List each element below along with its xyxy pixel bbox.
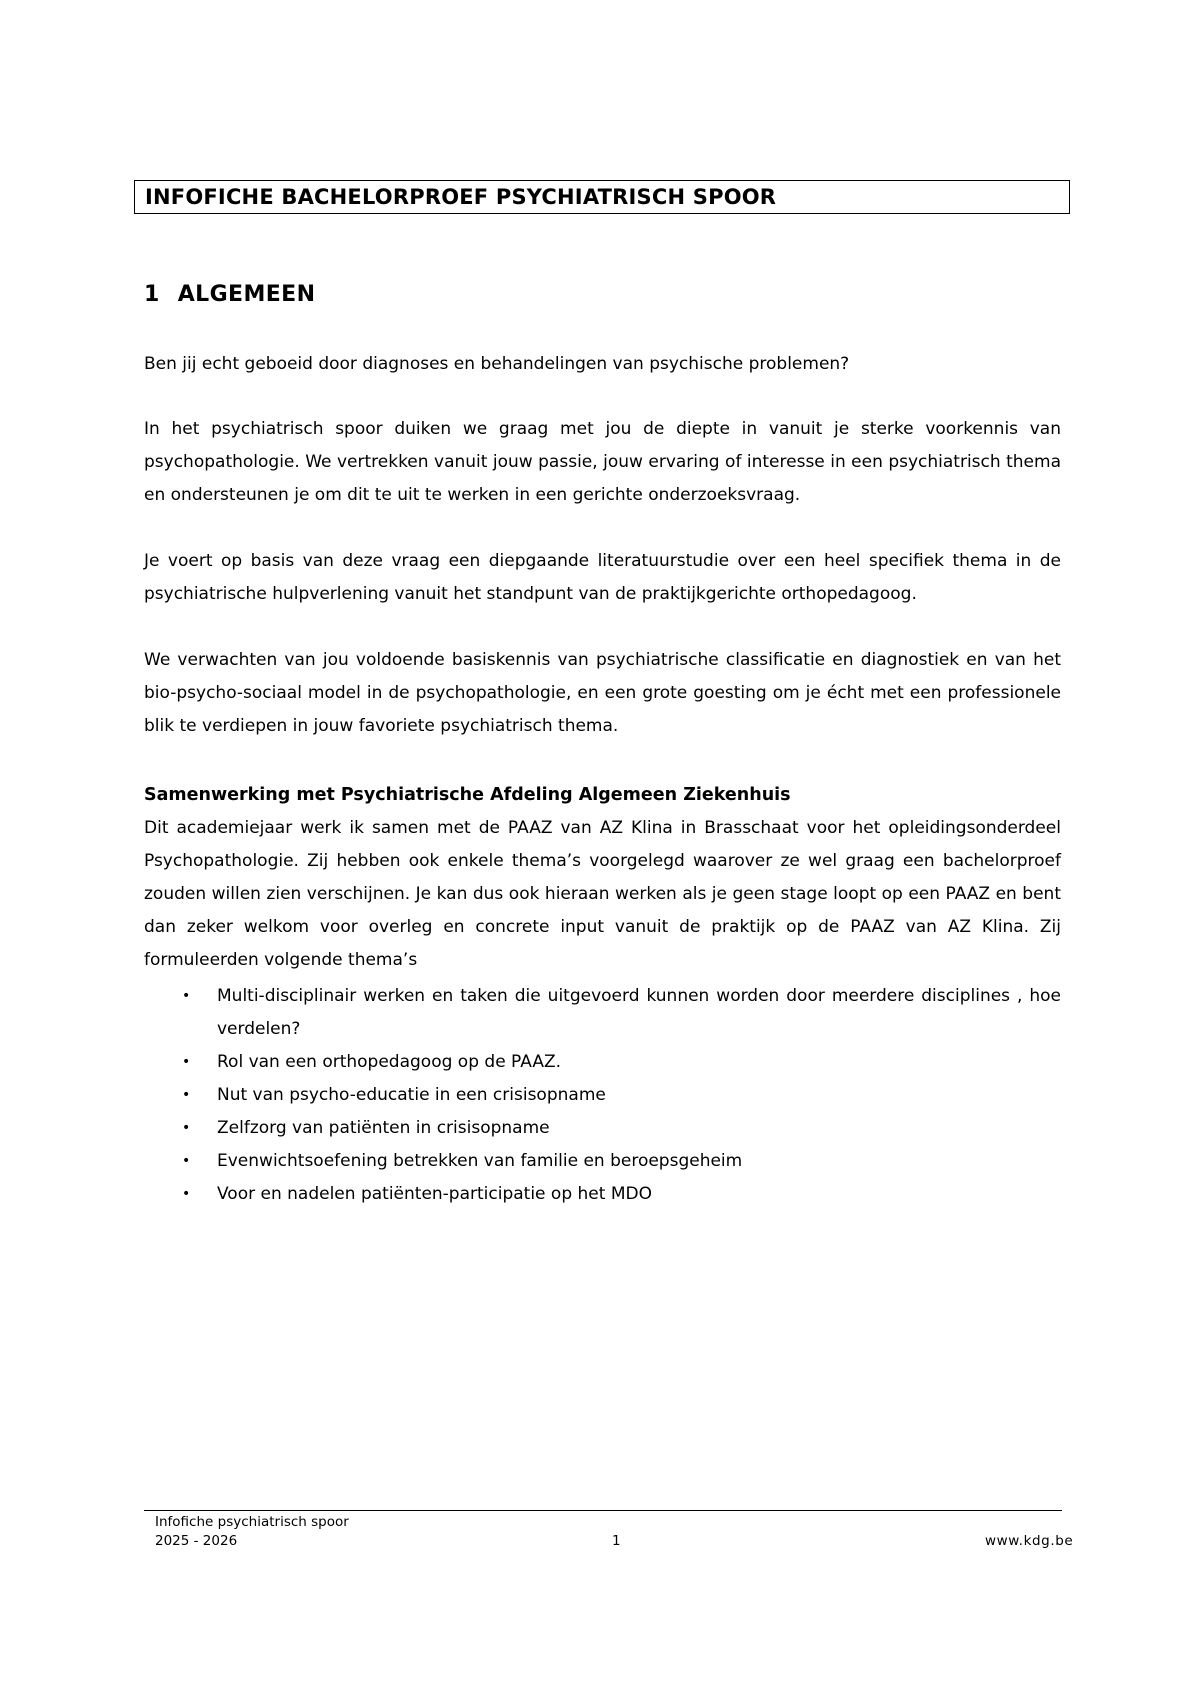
theme-bullet-list <box>144 980 1061 1211</box>
bullet-icon: • <box>182 1120 191 1136</box>
document-title: INFOFICHE BACHELORPROEF PSYCHIATRISCH SPOOR <box>145 185 777 209</box>
footer-page-number: 1 <box>612 1533 621 1549</box>
bullet-icon: • <box>182 1153 191 1169</box>
section-title: ALGEMEEN <box>177 282 316 307</box>
paragraph-verwachtingen: We verwachten van jou voldoende basiskennis van psychiatrische classificatie en diagnostiek en van het bio-psycho-sociaal model in de psychopathologie, en een grote goesting om je écht met een professionele blik te verdiepen in jouw favoriete psychiatrisch thema. <box>144 650 1061 736</box>
footer-doc-name: Infofiche psychiatrisch spoor <box>155 1514 349 1530</box>
list-item <box>144 1145 1061 1178</box>
list-item <box>144 1079 1061 1112</box>
list-item <box>144 1112 1061 1145</box>
section-heading <box>144 282 315 307</box>
list-item-text: Zelfzorg van patiënten in crisisopname <box>217 1118 550 1138</box>
footer-divider <box>144 1510 1062 1511</box>
paragraph-spoor: In het psychiatrisch spoor duiken we graag met jou de diepte in vanuit je sterke voorkennis van psychopathologie. We vertrekken vanuit jouw passie, jouw ervaring of interesse in een psychiatrisch thema en ondersteunen je om dit te uit te werken in een gerichte onderzoeksvraag. <box>144 419 1061 505</box>
list-item-text: Voor en nadelen patiënten-participatie op het MDO <box>217 1184 652 1204</box>
bullet-icon: • <box>182 1087 191 1103</box>
intro-question: Ben jij echt geboeid door diagnoses en behandelingen van psychische problemen? <box>144 354 850 374</box>
collaboration-subheading: Samenwerking met Psychiatrische Afdeling Algemeen Ziekenhuis <box>144 785 791 805</box>
list-item-text: Multi-disciplinair werken en taken die uitgevoerd kunnen worden door meerdere disciplines , hoe verdelen? <box>217 986 1061 1039</box>
list-item <box>144 1046 1061 1079</box>
footer-year: 2025 - 2026 <box>155 1533 238 1549</box>
section-number: 1 <box>144 282 160 307</box>
list-item <box>144 980 1061 1046</box>
list-item <box>144 1178 1061 1211</box>
list-item-text: Rol van een orthopedagoog op de PAAZ. <box>217 1052 562 1072</box>
bullet-icon: • <box>182 1054 191 1070</box>
bullet-icon: • <box>182 988 191 1004</box>
title-box <box>134 180 1070 214</box>
list-item-text: Evenwichtsoefening betrekken van familie en beroepsgeheim <box>217 1151 743 1171</box>
paragraph-literatuurstudie: Je voert op basis van deze vraag een diepgaande literatuurstudie over een heel specifiek thema in de psychiatrische hulpverlening vanuit het standpunt van de praktijkgerichte orthopedagoog. <box>144 551 1061 604</box>
bullet-icon: • <box>182 1186 191 1202</box>
footer-website-link[interactable]: www.kdg.be <box>985 1533 1074 1549</box>
collaboration-paragraph: Dit academiejaar werk ik samen met de PAAZ van AZ Klina in Brasschaat voor het opleidingsonderdeel Psychopathologie. Zij hebben ook enkele thema’s voorgelegd waarover ze wel graag een bachelorproef zouden willen zien verschijnen. Je kan dus ook hieraan werken als je geen stage loopt op een PAAZ en bent dan zeker welkom voor overleg en concrete input vanuit de praktijk op de PAAZ van AZ Klina. Zij formuleerden volgende thema’s <box>144 818 1061 970</box>
list-item-text: Nut van psycho-educatie in een crisisopname <box>217 1085 606 1105</box>
